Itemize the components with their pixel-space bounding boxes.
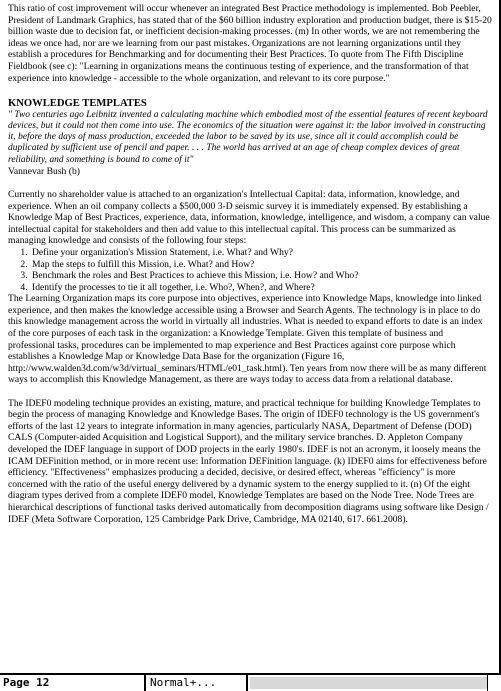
quote-vannevar-bush: " Two centuries ago Leibnitz invented a calculating machine which embodied most of the essential features of recent keyboard devices, but it could not then come into use. The economics of the situation were against it: the labor involved in constructing it, before the days of mass production, exceeded the labor to be saved by its use, since all it could accomplish could be duplicated by sufficient use of pencil and paper. . . . The world has arrived at an age of cheap complex devices of great reliability, and something is bound to come of it" [8, 109, 488, 165]
list-item: 1. Define your organization's Mission Statement, i.e. What? and Why? [30, 247, 492, 259]
document-body [8, 3, 492, 525]
paragraph-idef0: The IDEF0 modeling technique provides an existing, mature, and practical technique for building Knowledge Templates to begin the process of managing Knowledge and Knowledge Bases. The origin of IDEF0 technology is the US government's efforts of the last 12 years to integrate information in many agencies, particularly NASA, Department of Defense (DOD) CALS (Computer-aided Acquisition and Logistical Support), and the military service branches. D. Appleton Company developed the IDEF language in support of DOD projects in the early 1980's. IDEF is not an acronym, it loosely means the ICAM DEFinition method, or in more recent use: Information DEFinition language. (k) IDEF0 aims for effectiveness before efficiency. "Effectiveness" emphasizes producing a decided, decisive, or desired effect, whereas "efficiency" is more concerned with the ratio of the useful energy delivered by a dynamic system to the energy supplied to it. (n) Of the eight diagram types derived from a complete IDEF0 model, Knowledge Templates are based on the Node Tree. Node Trees are hierarchical descriptions of functional tasks derived automatically from decomposition diagrams using software like Design / IDEF (Meta Software Corporation, 125 Cambridge Park Drive, Cambridge, MA 02140, 617. 661.2008). [8, 397, 489, 525]
resize-handle[interactable] [487, 675, 500, 691]
paragraph-cost-improvement: This ratio of cost improvement will occur whenever an integrated Best Practice methodology is implemented. Bob Peebler, President of Landmark Graphics, has stated that of the $60 billion industry exploration and production budget, there is $15-20 billion waste due to decision fat, or inefficient decision-making processes. (m) In other words, we are not remembering the ideas we once had, nor are we learning from our past mistakes. Organizations are not learning organizations until they establish a procedures for Benchmarking and for documenting their Best Practices. To quote from The Fifth Discipline Fieldbook (see c): "Learning in organizations means the continuous testing of experience, and the transformation of that experience into knowledge - accessible to the whole organization, and relevant to its core purpose." [8, 3, 492, 84]
status-divider [144, 675, 146, 691]
status-divider [246, 675, 248, 691]
list-item: 3. Benchmark the roles and Best Practices to achieve this Mission, i.e. How? and Who? [30, 270, 492, 282]
steps-list [8, 247, 492, 293]
paragraph-learning-organization: The Learning Organization maps its core purpose into objectives, experience into Knowledge Maps, knowledge into linked experience, and then makes the knowledge accessible using a Browser and Search Agents. The technology is in place to do this knowledge management across the world in virtually all industries. What is needed to expand efforts to date is an index of the core purposes of each task in the organization: a Knowledge Template. Given this template of business and professional tasks, procedures can be implemented to map experience and Best Practices against core purpose which establishes a Knowledge Map or Knowledge Data Base for the organization (Figure 16, http://www.walden3d.com/w3d/virtual_seminars/HTML/e01_task.html). Ten years from now there will be as many different ways to accomplish this Knowledge Management, as there are ways today to access data from a relational database. [8, 293, 487, 386]
list-item: 2. Map the steps to fulfill this Mission, i.e. What? and How? [30, 259, 492, 271]
status-bar [0, 673, 501, 691]
list-item: 4. Identify the processes to tie it all together, i.e. Who?, When?, and Where? [30, 282, 492, 294]
page-number-indicator[interactable]: Page 12 [3, 676, 50, 689]
quote-attribution: Vannevar Bush (b) [8, 165, 80, 177]
heading-knowledge-templates: KNOWLEDGE TEMPLATES [8, 97, 147, 109]
horizontal-scrollbar[interactable] [250, 677, 487, 689]
paragraph-intellectual-capital: Currently no shareholder value is attached to an organization's Intellectual Capital: data, information, knowledge, and experience. When an oil company collects a $500,000 3-D seismic survey it is immediately expensed. By establishing a Knowledge Map of Best Practices, experience, data, information, knowledge, intelligence, and wisdom, a company can value intellectual capital for stakeholders and then add value to this intellectual capital. This process can be summarized as managing knowledge and consists of the following four steps: [8, 188, 490, 247]
style-indicator[interactable]: Normal+... [150, 676, 217, 689]
